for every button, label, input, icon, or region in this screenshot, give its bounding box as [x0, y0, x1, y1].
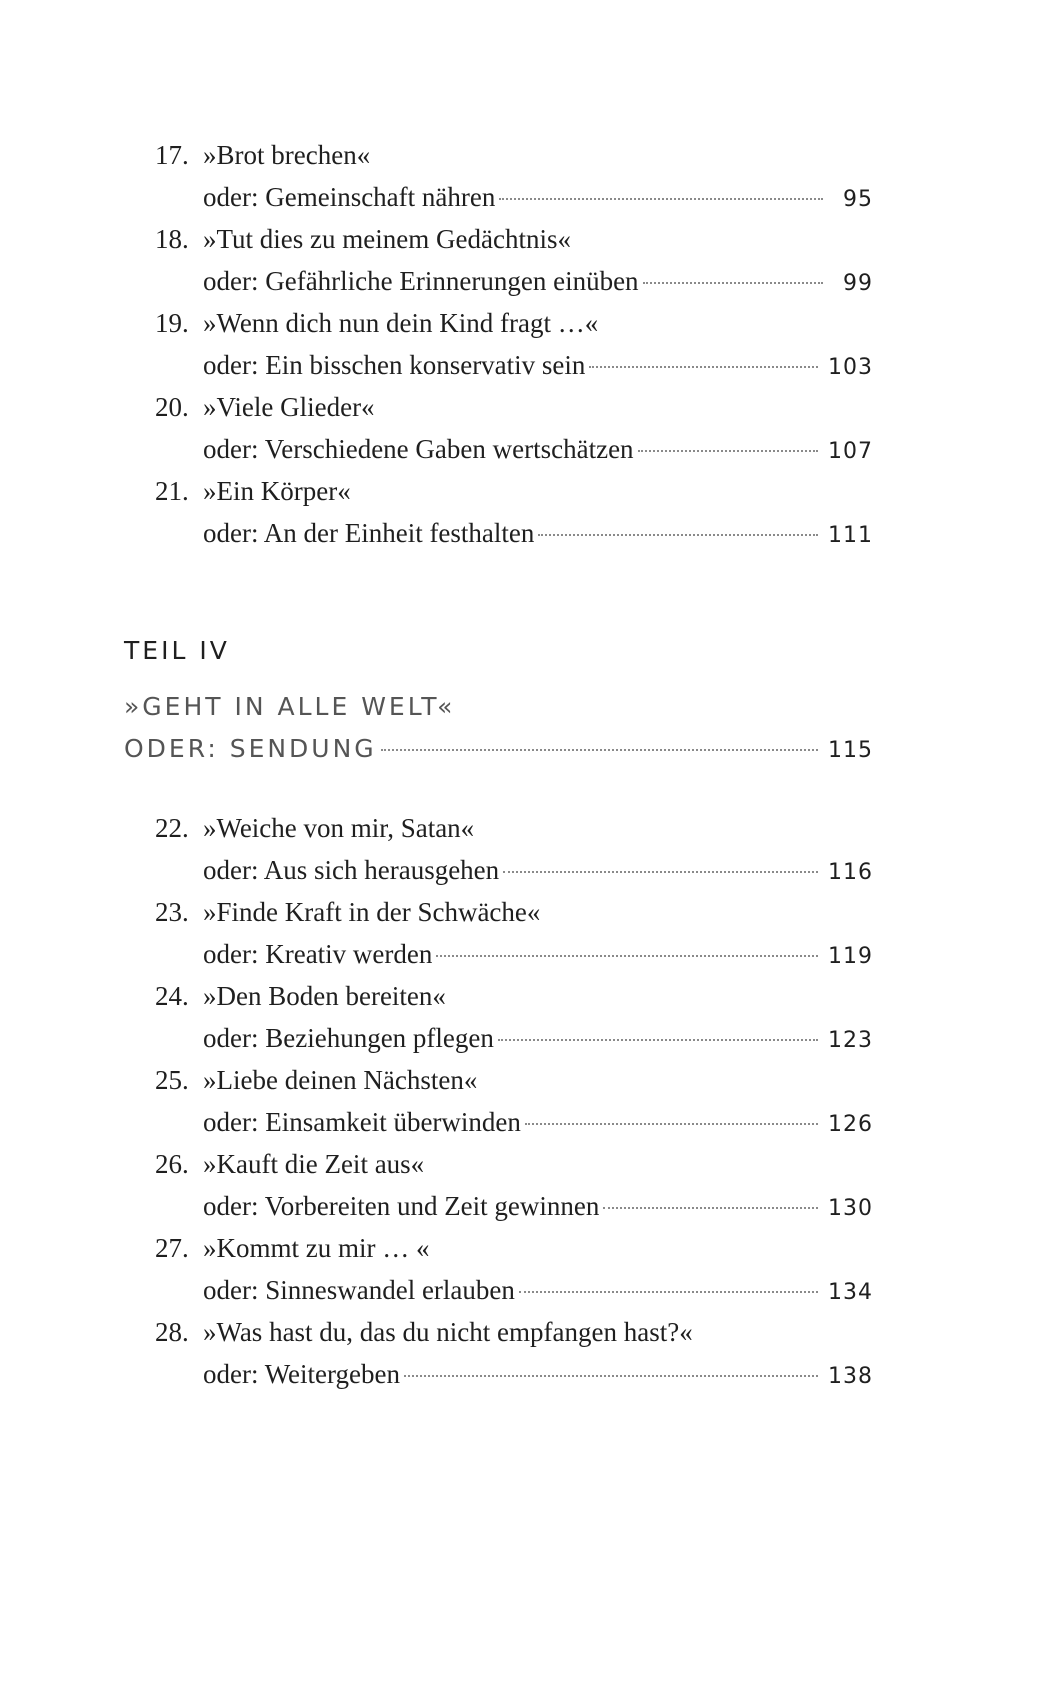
page-number: 95: [843, 187, 873, 212]
chapter-title: »Viele Glieder«: [203, 392, 375, 422]
chapter-number: 17.: [155, 140, 189, 170]
chapter-title: »Finde Kraft in der Schwäche«: [203, 897, 541, 927]
page-number: 99: [843, 271, 873, 296]
page-number: 123: [828, 1028, 873, 1053]
chapter-title: »Wenn dich nun dein Kind fragt …«: [203, 308, 599, 338]
chapter-title: »Ein Körper«: [203, 476, 351, 506]
dot-leader: [638, 450, 818, 452]
page-number: 126: [828, 1112, 873, 1137]
page-number: 111: [828, 523, 873, 548]
toc-entry-title-line: [0, 1311, 1063, 1353]
chapter-subtitle: oder: Aus sich herausgehen: [203, 855, 500, 885]
dot-leader: [525, 1123, 818, 1125]
dot-leader: [589, 366, 818, 368]
part-label: TEIL IV: [124, 636, 230, 665]
chapter-number: 20.: [155, 392, 189, 422]
page-number: 138: [828, 1364, 873, 1389]
chapter-subtitle: oder: Gemeinschaft nähren: [203, 182, 496, 212]
chapter-subtitle: oder: Kreativ werden: [203, 939, 433, 969]
dot-leader: [519, 1291, 818, 1293]
chapter-title: »Weiche von mir, Satan«: [203, 813, 475, 843]
subtitle-row: [203, 933, 873, 978]
chapter-number: 23.: [155, 897, 189, 927]
chapter-number: 27.: [155, 1233, 189, 1263]
chapter-title: »Tut dies zu meinem Gedächtnis«: [203, 224, 571, 254]
toc-entry-title-line: [0, 891, 1063, 933]
toc-entry-subtitle-line: [0, 428, 1063, 470]
chapter-title: »Kauft die Zeit aus«: [203, 1149, 425, 1179]
chapter-number: 24.: [155, 981, 189, 1011]
chapter-subtitle: oder: Sinneswandel erlauben: [203, 1275, 515, 1305]
chapter-subtitle: oder: Vorbereiten und Zeit gewinnen: [203, 1191, 600, 1221]
toc-entry-title-line: [0, 134, 1063, 176]
dot-leader: [498, 1039, 818, 1041]
toc-entry-subtitle-line: [0, 1269, 1063, 1311]
toc-entry-title-line: [0, 1227, 1063, 1269]
chapter-subtitle: oder: Ein bisschen konservativ sein: [203, 350, 586, 380]
dot-leader: [499, 198, 823, 200]
chapter-title: »Kommt zu mir … «: [203, 1233, 430, 1263]
toc-entry-subtitle-line: [0, 1017, 1063, 1059]
page-number: 119: [828, 944, 873, 969]
toc-entry-title-line: [0, 470, 1063, 512]
chapter-subtitle: oder: Weitergeben: [203, 1359, 401, 1389]
chapter-title: »Brot brechen«: [203, 140, 371, 170]
toc-entry-subtitle-line: [0, 933, 1063, 975]
part-page-number: 115: [828, 738, 873, 763]
toc-entry-subtitle-line: [0, 1353, 1063, 1395]
chapter-title: »Was hast du, das du nicht empfangen hast?«: [203, 1317, 693, 1347]
chapter-subtitle: oder: An der Einheit festhalten: [203, 518, 535, 548]
chapter-subtitle: oder: Verschiedene Gaben wertschätzen: [203, 434, 634, 464]
toc-entry-subtitle-line: [0, 1101, 1063, 1143]
chapter-title: »Liebe deinen Nächsten«: [203, 1065, 478, 1095]
part-subtitle-row: [124, 734, 873, 763]
dot-leader: [538, 534, 818, 536]
subtitle-row: [203, 428, 873, 473]
subtitle-row: [203, 1101, 873, 1146]
part-title: »GEHT IN ALLE WELT«: [124, 692, 456, 721]
dot-leader: [404, 1375, 818, 1377]
chapter-number: 18.: [155, 224, 189, 254]
toc-entry-subtitle-line: [0, 849, 1063, 891]
toc-entry-subtitle-line: [0, 1185, 1063, 1227]
subtitle-row: [203, 1017, 873, 1062]
toc-entry-title-line: [0, 1059, 1063, 1101]
chapter-number: 25.: [155, 1065, 189, 1095]
subtitle-row: [203, 260, 873, 305]
page-number: 103: [828, 355, 873, 380]
toc-entry-title-line: [0, 386, 1063, 428]
subtitle-row: [203, 512, 873, 557]
subtitle-row: [203, 176, 873, 221]
toc-entry-title-line: [0, 975, 1063, 1017]
toc-entry-subtitle-line: [0, 260, 1063, 302]
dot-leader: [603, 1207, 818, 1209]
page-number: 130: [828, 1196, 873, 1221]
dot-leader: [643, 282, 823, 284]
page-number: 134: [828, 1280, 873, 1305]
toc-entry-subtitle-line: [0, 512, 1063, 554]
part-subtitle: ODER: SENDUNG: [124, 734, 377, 763]
chapter-number: 22.: [155, 813, 189, 843]
toc-entry-title-line: [0, 807, 1063, 849]
chapter-subtitle: oder: Beziehungen pflegen: [203, 1023, 494, 1053]
chapter-number: 21.: [155, 476, 189, 506]
chapter-number: 19.: [155, 308, 189, 338]
dot-leader: [381, 749, 818, 751]
toc-entry-subtitle-line: [0, 344, 1063, 386]
dot-leader: [436, 955, 818, 957]
chapter-number: 26.: [155, 1149, 189, 1179]
toc-entry-subtitle-line: [0, 176, 1063, 218]
toc-entry-title-line: [0, 302, 1063, 344]
subtitle-row: [203, 1353, 873, 1398]
subtitle-row: [203, 1269, 873, 1314]
chapter-subtitle: oder: Gefährliche Erinnerungen einüben: [203, 266, 639, 296]
page-number: 107: [828, 439, 873, 464]
toc-entry-title-line: [0, 218, 1063, 260]
subtitle-row: [203, 1185, 873, 1230]
toc-entry-title-line: [0, 1143, 1063, 1185]
chapter-number: 28.: [155, 1317, 189, 1347]
page-number: 116: [828, 860, 873, 885]
subtitle-row: [203, 849, 873, 894]
dot-leader: [503, 871, 818, 873]
chapter-subtitle: oder: Einsamkeit überwinden: [203, 1107, 521, 1137]
subtitle-row: [203, 344, 873, 389]
chapter-title: »Den Boden bereiten«: [203, 981, 446, 1011]
